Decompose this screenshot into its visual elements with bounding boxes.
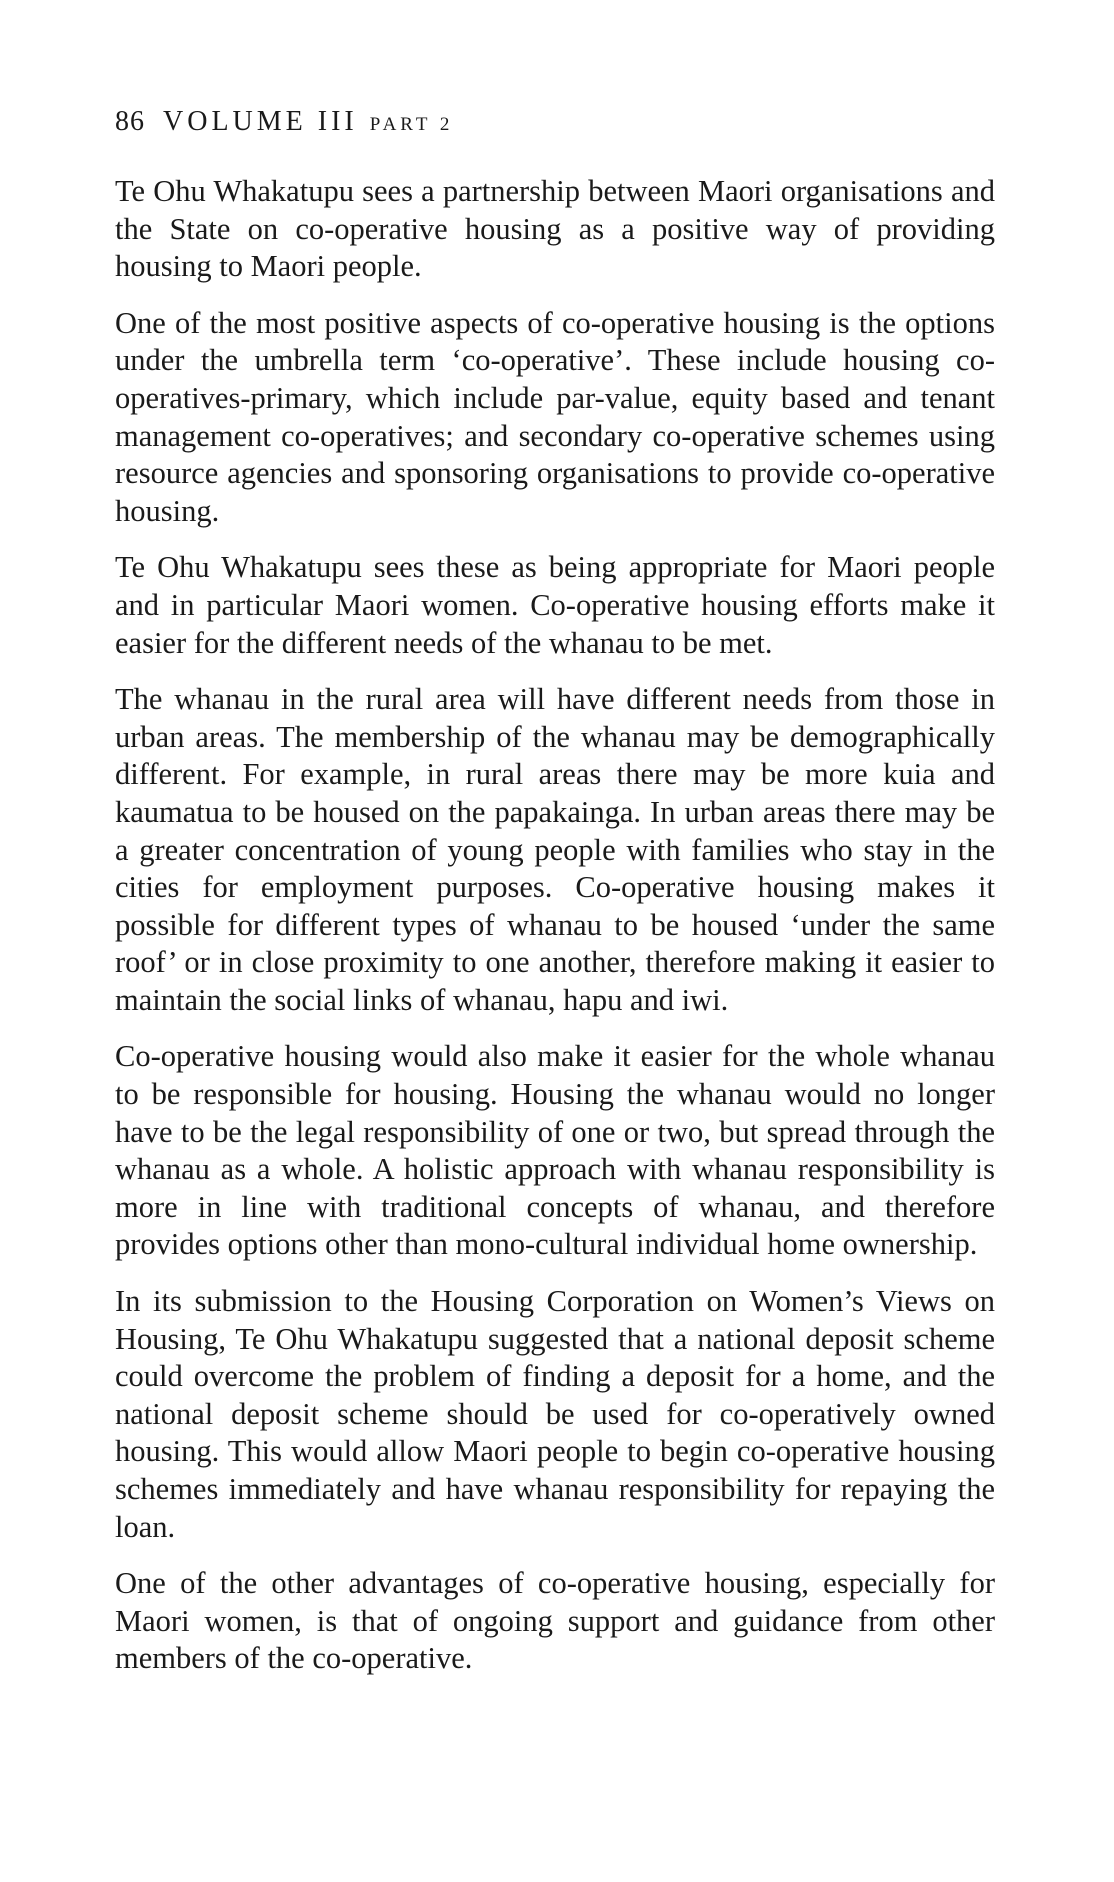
paragraph: One of the most positive aspects of co-operative housing is the options under the umbrella term ‘co-operative’. These include housing co-operatives-primary, which include par-value, equity based and tenant management co-operatives; and secondary co-operative schemes using resource agencies and sponsoring organisations to provide co-operative housing. xyxy=(115,305,995,528)
paragraph: In its submission to the Housing Corporation on Women’s Views on Housing, Te Ohu Whakatupu suggested that a national deposit scheme could overcome the problem of finding a deposit for a home, and the national deposit scheme should be used for co-operatively owned housing. This would allow Maori people to begin co-operative housing schemes immediately and have whanau responsibility for repaying the loan. xyxy=(115,1284,995,1544)
paragraph: Co-operative housing would also make it easier for the whole whanau to be responsible for housing. Housing the whanau would no longer have to be the legal responsibility of one or two, but spread through the whanau as a whole. A holistic approach with whanau responsibility is more in line with traditional concepts of whanau, and therefore provides options other than mono-cultural individual home ownership. xyxy=(115,1039,995,1262)
paragraph: The whanau in the rural area will have different needs from those in urban areas. The membership of the whanau may be demographically different. For example, in rural areas there may be more kuia and kaumatua to be housed on the papakainga. In urban areas there may be a greater concentration of young people with families who stay in the cities for employment purposes. Co-operative housing makes it possible for different types of whanau to be housed ‘under the same roof’ or in close proximity to one another, therefore making it easier to maintain the social links of whanau, hapu and iwi. xyxy=(115,682,995,1017)
volume-title: VOLUME III xyxy=(163,106,358,137)
paragraph: One of the other advantages of co-operative housing, especially for Maori women, is that of ongoing support and guidance from other members of the co-operative. xyxy=(115,1566,995,1676)
document-page xyxy=(115,104,995,1697)
part-label: PART 2 xyxy=(369,114,454,135)
paragraph: Te Ohu Whakatupu sees a partnership between Maori organisations and the State on co-operative housing as a positive way of providing housing to Maori people. xyxy=(115,174,995,284)
running-head xyxy=(115,104,995,143)
page-number: 86 xyxy=(115,106,145,137)
paragraph: Te Ohu Whakatupu sees these as being appropriate for Maori people and in particular Maori women. Co-operative housing efforts make it easier for the different needs of the whanau to be met. xyxy=(115,550,995,660)
